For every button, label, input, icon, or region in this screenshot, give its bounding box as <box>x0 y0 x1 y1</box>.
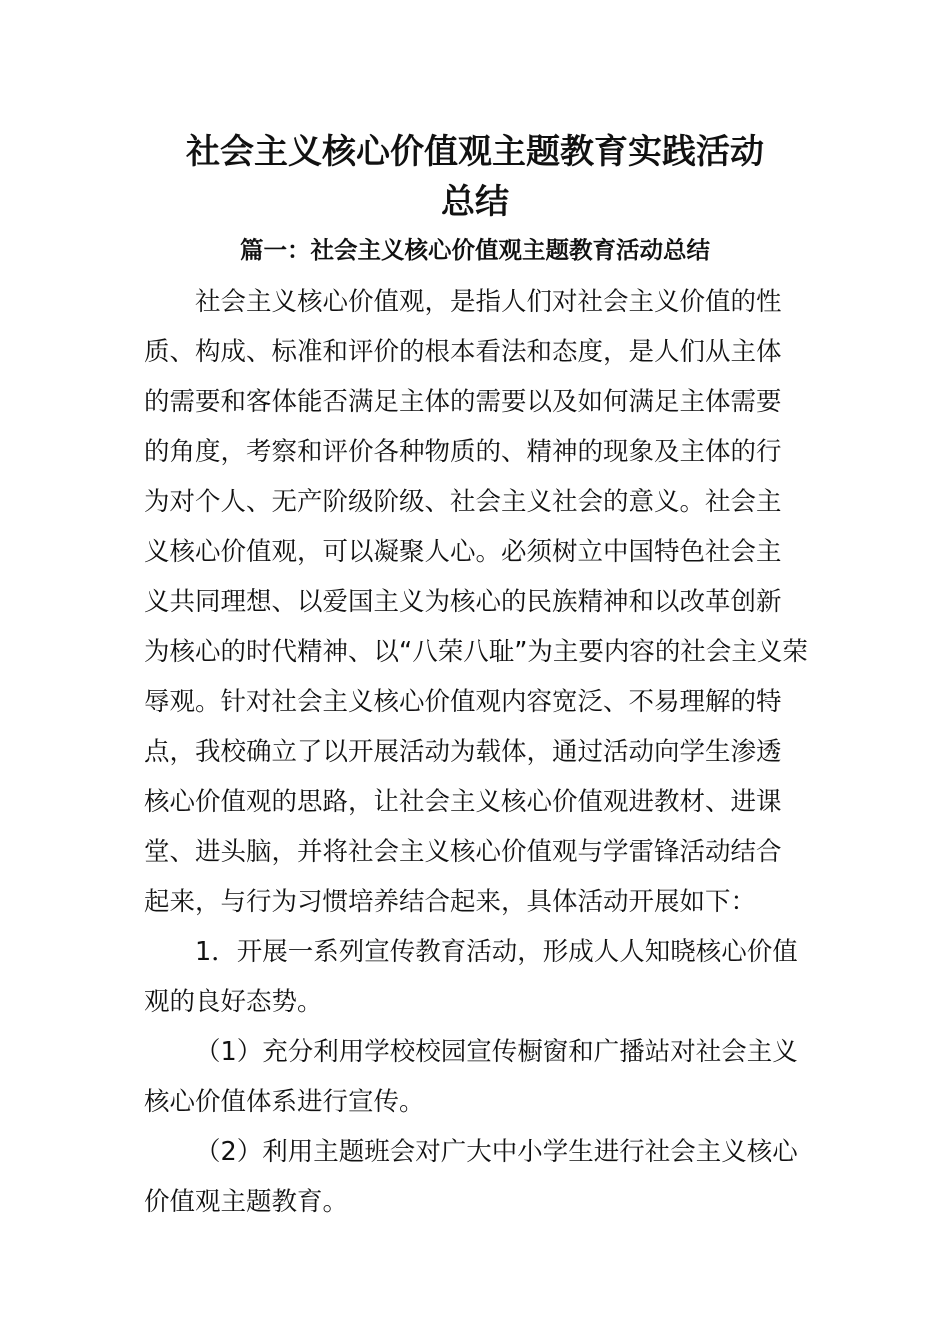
sub-item-line: 核心价值体系进行宣传。 <box>144 1087 425 1117</box>
list-item-line: 观的良好态势。 <box>144 987 323 1017</box>
paragraph-line: 质、构成、标准和评价的根本看法和态度，是人们从主体 <box>144 337 782 367</box>
paragraph-line: 为对个人、无产阶级阶级、社会主义社会的意义。社会主 <box>144 487 782 517</box>
paragraph-line: 的需要和客体能否满足主体的需要以及如何满足主体需要 <box>144 387 782 417</box>
paragraph-line: 义核心价值观，可以凝聚人心。必须树立中国特色社会主 <box>144 537 782 567</box>
sub-item-line: （2）利用主题班会对广大中小学生进行社会主义核心 <box>195 1137 798 1167</box>
document-title-line-2: 总结 <box>441 182 509 222</box>
document-title-line-1: 社会主义核心价值观主题教育实践活动 <box>186 132 764 172</box>
list-item-line: 1．开展一系列宣传教育活动，形成人人知晓核心价值 <box>195 937 798 967</box>
paragraph-line: 社会主义核心价值观，是指人们对社会主义价值的性 <box>195 287 782 317</box>
paragraph-line: 为核心的时代精神、以“八荣八耻”为主要内容的社会主义荣 <box>144 637 808 667</box>
paragraph-line: 核心价值观的思路，让社会主义核心价值观进教材、进课 <box>144 787 782 817</box>
paragraph-line: 的角度，考察和评价各种物质的、精神的现象及主体的行 <box>144 437 782 467</box>
sub-item-line: （1）充分利用学校校园宣传橱窗和广播站对社会主义 <box>195 1037 798 1067</box>
sub-item-line: 价值观主题教育。 <box>144 1187 349 1217</box>
paragraph-line: 辱观。针对社会主义核心价值观内容宽泛、不易理解的特 <box>144 687 782 717</box>
section-subtitle: 篇一：社会主义核心价值观主题教育活动总结 <box>240 236 710 264</box>
paragraph-line: 点，我校确立了以开展活动为载体，通过活动向学生渗透 <box>144 737 782 767</box>
paragraph-line: 义共同理想、以爱国主义为核心的民族精神和以改革创新 <box>144 587 782 617</box>
paragraph-line: 起来，与行为习惯培养结合起来，具体活动开展如下： <box>144 887 757 917</box>
paragraph-line: 堂、进头脑，并将社会主义核心价值观与学雷锋活动结合 <box>144 837 782 867</box>
